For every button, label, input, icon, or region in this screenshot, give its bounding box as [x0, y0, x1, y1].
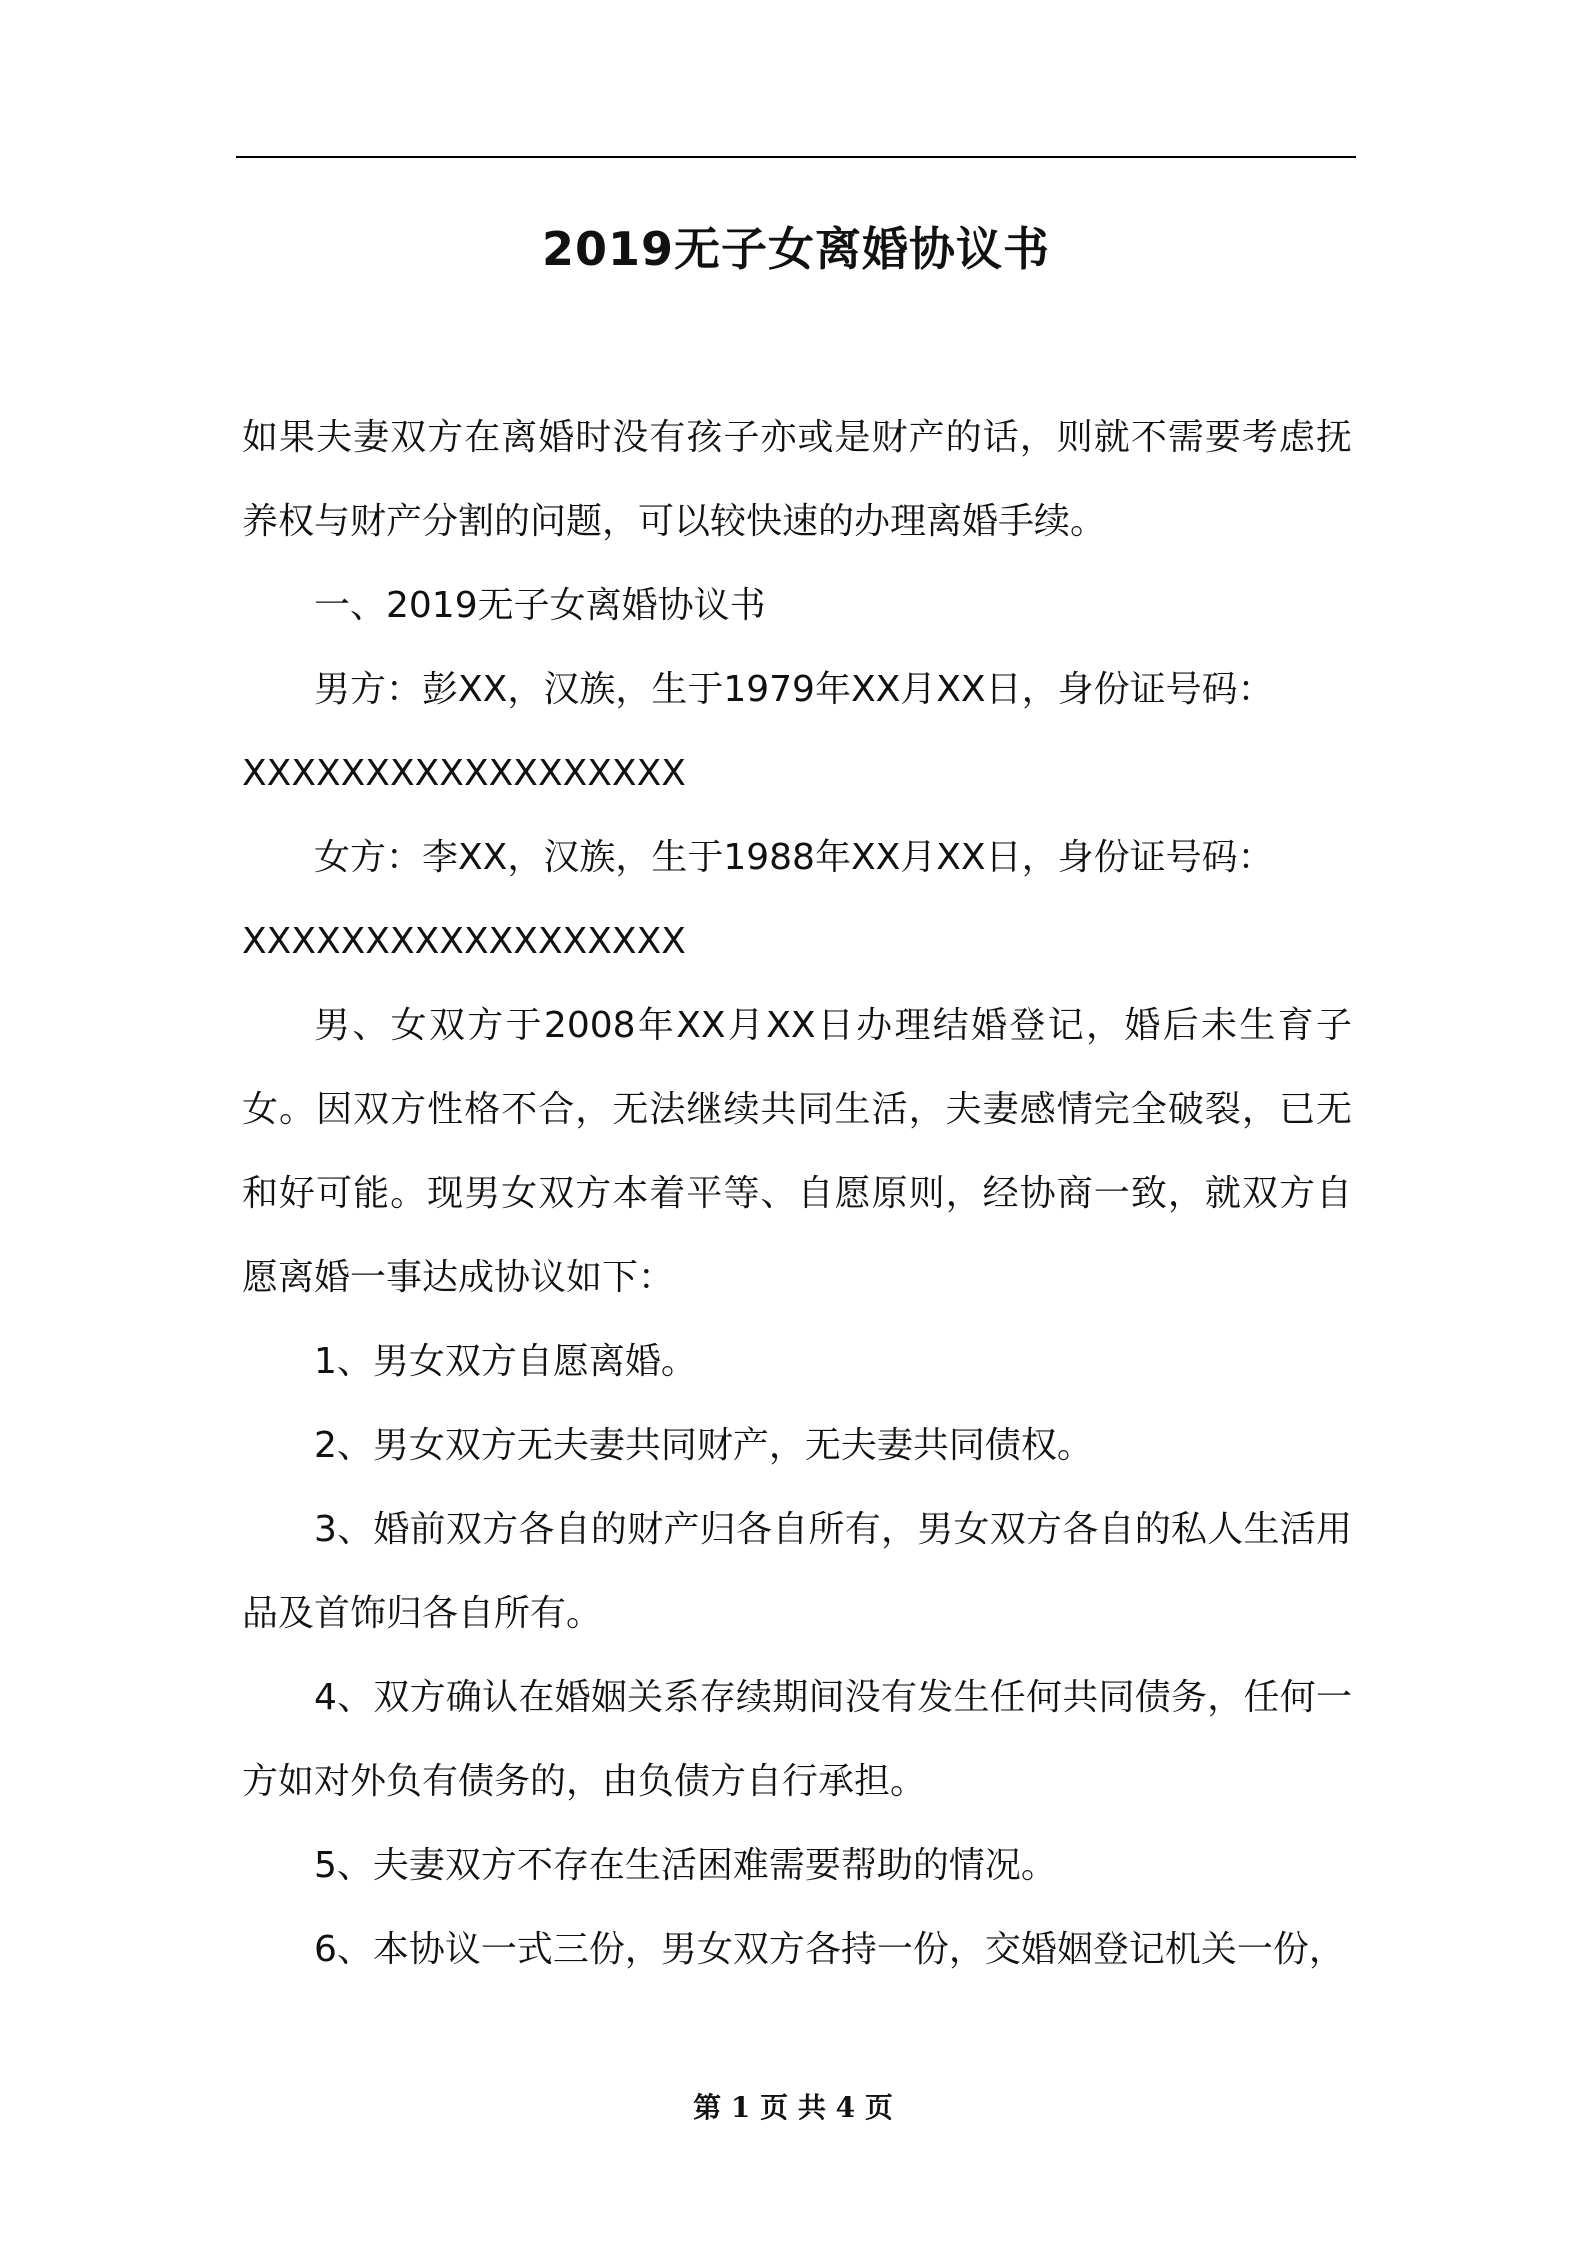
document-title: 2019无子女离婚协议书 — [541, 222, 1051, 276]
header-rule — [236, 156, 1356, 158]
clause-2: 2、男女双方无夫妻共同财产，无夫妻共同债权。 — [314, 1425, 1093, 1466]
clause-6: 6、本协议一式三份，男女双方各持一份，交婚姻登记机关一份， — [314, 1929, 1345, 1970]
male-party-line: 男方：彭XX，汉族，生于1979年XX月XX日，身份证号码： — [314, 669, 1274, 710]
clause-3: 3、婚前双方各自的财产归各自所有，男女双方各自的私人生活用品及首饰归各自所有。 — [242, 1509, 1352, 1634]
marriage-background-paragraph: 男、女双方于2008年XX月XX日办理结婚登记，婚后未生育子女。因双方性格不合，无法继续共同生活，夫妻感情完全破裂，已无和好可能。现男女双方本着平等、自愿原则，经协商一致，就双方自愿离婚一事达成协议如下： — [242, 1005, 1352, 1298]
clause-5: 5、夫妻双方不存在生活困难需要帮助的情况。 — [314, 1845, 1057, 1886]
intro-paragraph: 如果夫妻双方在离婚时没有孩子亦或是财产的话，则就不需要考虑抚养权与财产分割的问题，可以较快速的办理离婚手续。 — [242, 417, 1352, 542]
male-id-number: XXXXXXXXXXXXXXXXXX — [242, 753, 686, 794]
clause-4: 4、双方确认在婚姻关系存续期间没有发生任何共同债务，任何一方如对外负有债务的，由负债方自行承担。 — [242, 1677, 1352, 1802]
clause-1: 1、男女双方自愿离婚。 — [314, 1341, 697, 1382]
female-id-number: XXXXXXXXXXXXXXXXXX — [242, 921, 686, 962]
document-body — [242, 396, 1352, 1992]
female-party-line: 女方：李XX，汉族，生于1988年XX月XX日，身份证号码： — [314, 837, 1274, 878]
page-number-footer: 第 1 页 共 4 页 — [693, 2091, 893, 2124]
section-heading: 一、2019无子女离婚协议书 — [314, 585, 766, 626]
